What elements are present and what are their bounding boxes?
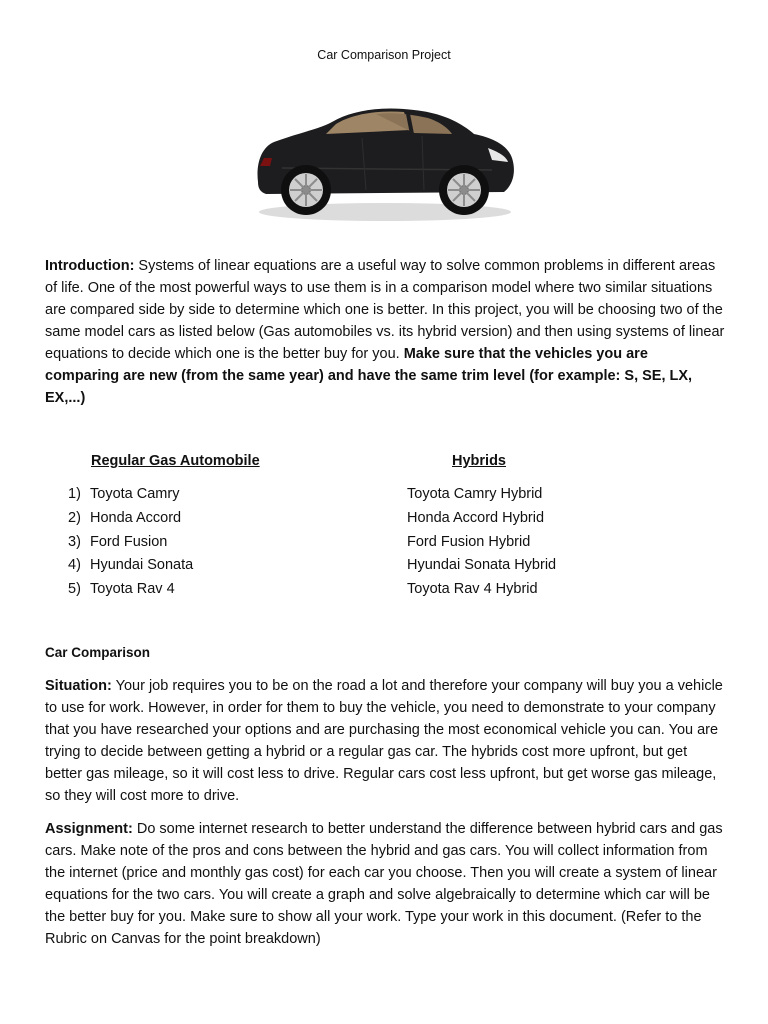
list-item: 3) Ford Fusion — [68, 533, 168, 550]
introduction-text: Systems of linear equations are a useful way to solve common problems in different areas of life. One of the most powerful ways to use them is in a comparison model where two similar situations are compared side by side to determine which one is better. In this project, you will be choosing two of the same model cars as listed below (Gas automobiles vs. its hybrid version) and then using systems of linear equations to decide which one is the better buy for you. — [45, 258, 725, 362]
assignment-text: Do some internet research to better understand the difference between hybrid cars and gas cars. Make note of the pros and cons between the hybrid and gas cars. You will collect information from the internet (price and monthly gas cost) for each car you choose. Then you will create a system of linear equations for the two cars. You will create a graph and solve algebraically to determine which car will be the better buy for you. Make sure to show all your work. Type your work in this document. (Refer to the Rubric on Canvas for the point breakdown) — [45, 821, 723, 947]
introduction-paragraph — [45, 255, 725, 409]
assignment-paragraph — [45, 818, 725, 950]
situation-paragraph — [45, 675, 725, 807]
hybrid-list-heading: Hybrids — [452, 453, 506, 469]
page-title: Car Comparison Project — [317, 48, 451, 62]
list-item: Toyota Rav 4 Hybrid — [407, 581, 538, 598]
introduction-label: Introduction: — [45, 258, 135, 274]
comparison-heading: Car Comparison — [45, 645, 151, 660]
list-item: 2) Honda Accord — [68, 509, 182, 526]
list-item: Honda Accord Hybrid — [407, 509, 545, 526]
car-icon — [242, 78, 528, 238]
list-item: Toyota Camry Hybrid — [407, 486, 543, 502]
gas-car-list — [68, 483, 193, 602]
assignment-label: Assignment: — [45, 821, 133, 837]
list-item: 4) Hyundai Sonata — [68, 557, 194, 574]
list-item: 1) Toyota Camry — [68, 486, 180, 502]
situation-text: Your job requires you to be on the road a lot and therefore your company will buy you a vehicle to use for work. However, in order for them to buy the vehicle, you need to demonstrate to your company that you have researched your options and are purchasing the most economical vehicle you can. You are trying to decide between getting a hybrid or a regular gas car. The hybrids cost more upfront, but get better gas mileage, so it will cost less to drive. Regular cars cost less upfront, but get worse gas mileage, so they will cost more to drive. — [45, 678, 723, 804]
list-item: Hyundai Sonata Hybrid — [407, 557, 557, 574]
gas-list-heading: Regular Gas Automobile — [91, 453, 260, 469]
introduction-emphasis: Make sure that the vehicles you are comparing are new (from the same year) and have the same trim level (for example: S, SE, LX, EX,...) — [45, 346, 693, 406]
list-item: 5) Toyota Rav 4 — [68, 581, 175, 598]
situation-label: Situation: — [45, 678, 112, 694]
hybrid-car-list — [407, 483, 556, 602]
list-item: Ford Fusion Hybrid — [407, 533, 531, 550]
